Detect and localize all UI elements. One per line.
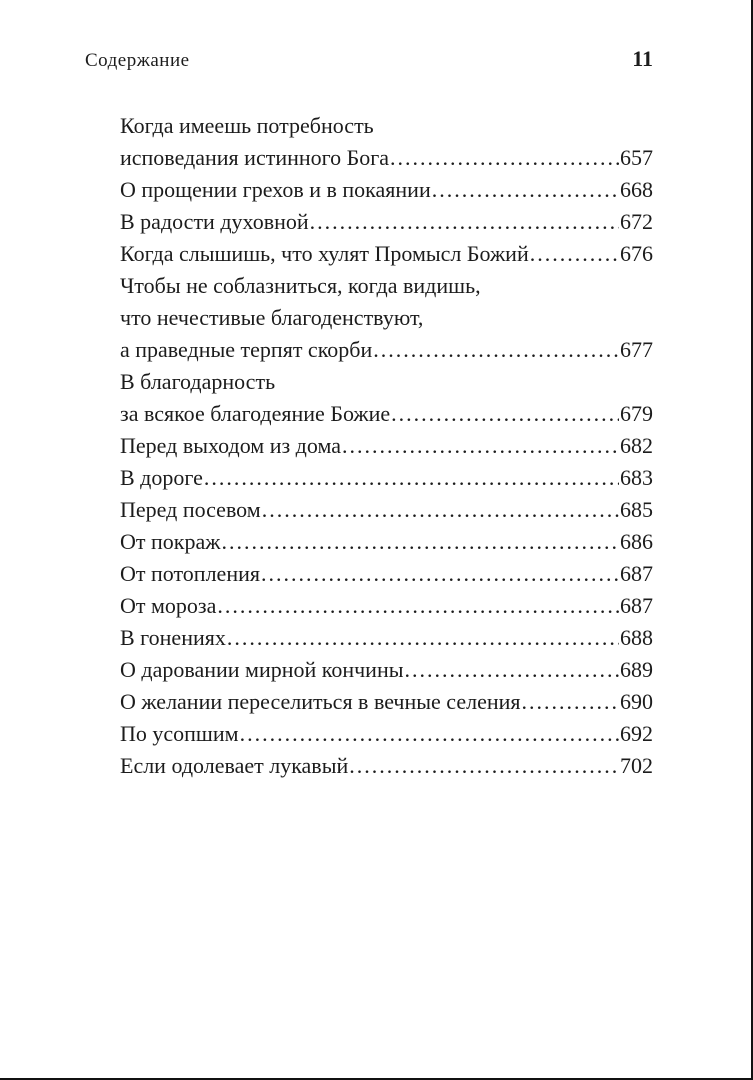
toc-entry-page-number: 657 [620, 145, 653, 170]
dot-leader [221, 526, 619, 558]
toc-entry-title: От потопления [120, 561, 260, 586]
chapter-header-title: Содержание [85, 50, 190, 71]
running-head [85, 46, 653, 72]
toc-entry-page-number: 686 [620, 529, 653, 554]
page-content [85, 46, 653, 782]
toc-entry-title: О даровании мирной кончины [120, 657, 404, 682]
toc-entry-line [120, 142, 653, 174]
toc-entry-line [120, 494, 653, 526]
toc-entry [120, 622, 653, 654]
toc-entry-page-number: 685 [620, 497, 653, 522]
toc-entry-line [120, 174, 653, 206]
toc-entry-line [120, 526, 653, 558]
dot-leader [342, 430, 619, 462]
toc-entry-title: О прощении грехов и в покаянии [120, 177, 431, 202]
dot-leader [262, 494, 619, 526]
toc-entry-line [120, 270, 653, 302]
toc-entry-page-number: 677 [620, 337, 653, 362]
toc-entry-line [120, 110, 653, 142]
dot-leader [349, 750, 619, 782]
toc-entry-page-number: 689 [620, 657, 653, 682]
dot-leader [432, 174, 619, 206]
toc-entry [120, 238, 653, 270]
toc-entry-line [120, 462, 653, 494]
toc-entry-title: Когда слышишь, что хулят Промысл Божий [120, 241, 529, 266]
toc-entry-line [120, 750, 653, 782]
toc-entry-title: Перед выходом из дома [120, 433, 341, 458]
dot-leader [530, 238, 619, 270]
dot-leader [240, 718, 619, 750]
toc-entry-page-number: 672 [620, 209, 653, 234]
toc-entry-title: В благодарность [120, 369, 276, 394]
toc-entry [120, 366, 653, 430]
toc-entry-line [120, 590, 653, 622]
dot-leader [261, 558, 619, 590]
dot-leader [522, 686, 619, 718]
toc-entry-page-number: 682 [620, 433, 653, 458]
toc-entry [120, 654, 653, 686]
dot-leader [391, 398, 619, 430]
toc-entry-page-number: 692 [620, 721, 653, 746]
dot-leader [227, 622, 619, 654]
dot-leader [217, 590, 619, 622]
toc-entry [120, 430, 653, 462]
toc-entry-title: От покраж [120, 529, 221, 554]
toc-entry [120, 270, 653, 366]
toc-entry-line [120, 430, 653, 462]
toc-entry [120, 718, 653, 750]
dot-leader [373, 334, 619, 366]
dot-leader [310, 206, 619, 238]
toc-entry-page-number: 687 [620, 561, 653, 586]
table-of-contents [120, 110, 653, 782]
toc-entry-page-number: 676 [620, 241, 653, 266]
toc-entry-line [120, 558, 653, 590]
toc-entry-title: В дороге [120, 465, 203, 490]
toc-entry-page-number: 668 [620, 177, 653, 202]
toc-entry [120, 686, 653, 718]
toc-entry-title: Если одолевает лукавый [120, 753, 349, 778]
toc-entry-line [120, 238, 653, 270]
toc-entry-line [120, 686, 653, 718]
toc-entry-page-number: 683 [620, 465, 653, 490]
toc-entry-title: В гонениях [120, 625, 226, 650]
toc-entry-title: От мороза [120, 593, 217, 618]
toc-entry-line [120, 718, 653, 750]
toc-entry-title: В радости духовной [120, 209, 309, 234]
toc-entry-page-number: 679 [620, 401, 653, 426]
toc-entry-page-number: 687 [620, 593, 653, 618]
toc-entry-title: Перед посевом [120, 497, 261, 522]
page-number: 11 [632, 46, 653, 71]
toc-entry-page-number: 690 [620, 689, 653, 714]
toc-entry-title: Когда имеешь потребность [120, 113, 374, 138]
toc-entry [120, 494, 653, 526]
toc-entry [120, 462, 653, 494]
toc-entry [120, 750, 653, 782]
toc-entry-line [120, 398, 653, 430]
toc-entry-title: за всякое благодеяние Божие [120, 401, 391, 426]
toc-entry [120, 526, 653, 558]
dot-leader [405, 654, 619, 686]
toc-entry [120, 558, 653, 590]
dot-leader [390, 142, 619, 174]
toc-entry-line [120, 334, 653, 366]
toc-entry-line [120, 206, 653, 238]
toc-entry-title: По усопшим [120, 721, 239, 746]
toc-entry [120, 206, 653, 238]
toc-entry [120, 590, 653, 622]
toc-entry [120, 110, 653, 174]
toc-entry-line [120, 302, 653, 334]
toc-entry-line [120, 366, 653, 398]
toc-entry-title: Чтобы не соблазниться, когда видишь, [120, 273, 481, 298]
toc-entry-line [120, 622, 653, 654]
toc-entry-title: О желании переселиться в вечные селения [120, 689, 521, 714]
dot-leader [204, 462, 619, 494]
toc-entry-line [120, 654, 653, 686]
toc-entry-page-number: 688 [620, 625, 653, 650]
toc-entry-title: а праведные терпят скорби [120, 337, 373, 362]
toc-entry-title: исповедания истинного Бога [120, 145, 390, 170]
toc-entry-page-number: 702 [620, 753, 653, 778]
toc-entry-title: что нечестивые благоденствуют, [120, 305, 424, 330]
toc-entry [120, 174, 653, 206]
